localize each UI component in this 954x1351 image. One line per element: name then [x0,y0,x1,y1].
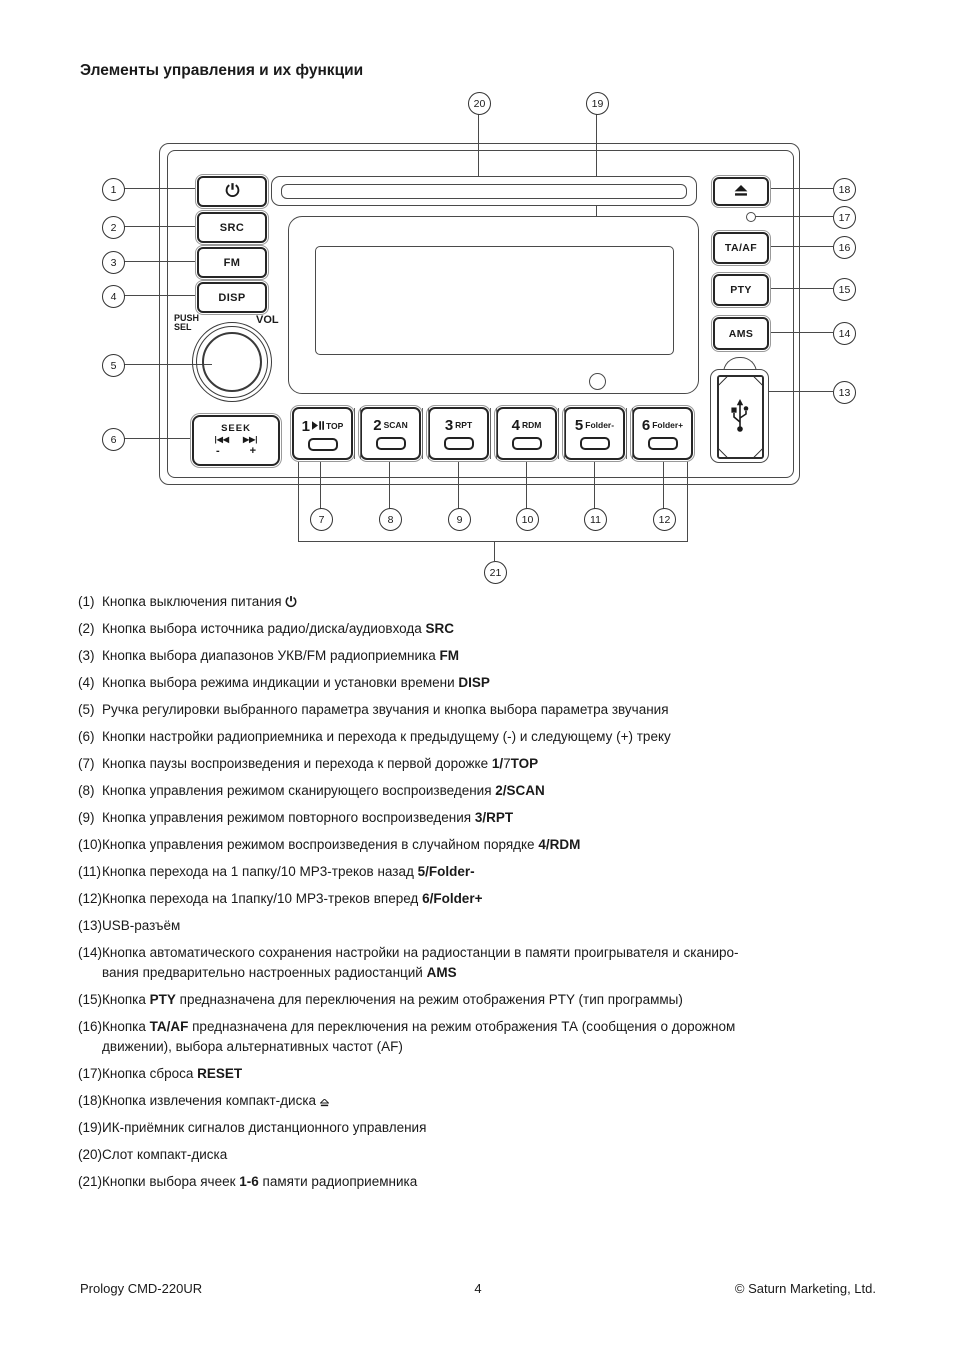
ir-receiver [589,373,606,390]
ams-button [713,317,769,350]
ta-af-label: TA/AF [724,242,758,254]
list-item [78,1172,902,1192]
preset-indicator [376,437,406,450]
pty-button [713,274,769,306]
callout-line [754,216,833,217]
usb-port-inner [717,375,764,459]
preset-label: TOP [326,420,344,431]
list-item [78,1064,902,1084]
callout-9: 9 [448,508,471,531]
list-item [78,990,902,1010]
item-text: ИК-приёмник сигналов дистанционного управления [102,1120,427,1135]
item-text: Кнопка управления режимом повторного воспроизведения 3/RPT [102,810,514,825]
item-text: USB-разъём [102,918,181,933]
preset-label: RPT [455,420,473,431]
eject-small-icon [320,1093,329,1108]
reset-hole [746,212,756,222]
item-number: (19) [78,1120,103,1135]
item-number: (12) [78,891,103,906]
preset-label: Folder+ [652,420,684,431]
item-number: (8) [78,783,95,798]
callout-3: 3 [102,251,125,274]
callout-line [766,288,833,289]
callout-line [122,261,198,262]
disp-button [197,282,267,313]
preset-indicator [308,438,338,451]
callout-line [320,452,321,509]
footer-copyright: © Saturn Marketing, Ltd. [734,1281,876,1296]
callout-line [766,332,833,333]
disc-slot-opening [281,184,687,199]
preset-indicator [648,437,678,450]
callout-line [458,452,459,509]
src-button [197,212,267,243]
list-item [78,808,902,828]
page-title: Элементы управления и их функции [80,62,364,79]
callout-11: 11 [584,508,607,531]
seek-button [192,415,280,466]
preset-indicator [580,437,610,450]
item-number: (13) [78,918,103,933]
preset-indicator [512,437,542,450]
list-item [78,727,902,747]
preset-label: SCAN [383,420,408,431]
item-number: (4) [78,675,95,690]
list-item [78,646,902,666]
item-text: Кнопка паузы воспроизведения и перехода к первой дорожке 1/7TOP [102,756,539,771]
callout-21: 21 [484,561,507,584]
callout-line [122,295,198,296]
preset-number: 2 [373,417,382,434]
item-number: (7) [78,756,95,771]
list-item [78,673,902,693]
callout-7: 7 [310,508,333,531]
list-item [78,1118,902,1138]
callout-18: 18 [833,178,856,201]
preset-label: RDM [521,420,542,431]
item-text: Кнопка автоматического сохранения настройки на радиостанции в памяти проигрывателя и сканиро- вания предварительно настроенных радиостанций AMS [102,945,739,980]
item-text: Кнопка TA/AF предназначена для переключения на режим отображения ТА (сообщения о дорожном движении), выбора альтернативных частот (AF) [102,1019,736,1054]
item-number: (16) [78,1019,103,1034]
panel-rib [558,408,565,459]
item-number: (5) [78,702,95,717]
item-text: Кнопка выбора режима индикации и установки времени DISP [102,675,490,690]
footer-page-number: 4 [474,1281,482,1296]
callout-10: 10 [516,508,539,531]
play-pause-icon [312,418,324,434]
list-item [78,1145,902,1165]
src-label: SRC [219,221,245,234]
callout-19: 19 [586,92,609,115]
item-text: Кнопка управления режимом сканирующего воспроизведения 2/SCAN [102,783,545,798]
item-text: Кнопка выбора источника радио/диска/аудиовхода SRC [102,621,455,636]
list-item [78,700,902,720]
preset-button-3 [428,407,489,460]
preset-indicator [444,437,474,450]
callout-4: 4 [102,285,125,308]
list-item [78,862,902,882]
vol-label: VOL [256,314,279,326]
panel-rib [422,408,429,459]
preset-button-5 [564,407,625,460]
item-text: Кнопка управления режимом воспроизведения в случайном порядке 4/RDM [102,837,581,852]
callout-line [766,188,833,189]
list-item [78,835,902,855]
preset-button-1 [292,407,353,460]
list-item [78,754,902,774]
list-item [78,619,902,639]
callout-line [766,246,833,247]
preset-button-4 [496,407,557,460]
bracket-line [298,541,688,542]
fm-button [197,247,267,278]
seek-label: SEEK [221,422,251,434]
item-text: Кнопка извлечения компакт-диска [102,1091,329,1111]
callout-line [122,188,198,189]
bracket-line [494,541,495,561]
item-text: Кнопки выбора ячеек 1-6 памяти радиоприемника [102,1174,418,1189]
footer-model: Prology CMD-220UR [80,1281,203,1296]
list-item [78,781,902,801]
preset-number: 5 [574,417,584,434]
push-sel-label: PUSH SEL [174,313,200,332]
item-number: (18) [78,1093,103,1108]
list-item [78,592,902,612]
list-item [78,889,902,909]
item-number: (17) [78,1066,103,1081]
preset-button-2 [360,407,421,460]
list-item [78,1091,902,1111]
bracket-line [298,455,299,541]
item-number: (11) [78,864,102,879]
item-text: Кнопка выключения питания [102,592,297,612]
list-item [78,943,902,983]
pty-label: PTY [730,284,752,296]
panel-rib [490,408,497,459]
item-text: Слот компакт-диска [102,1147,228,1162]
item-text: Кнопка PTY предназначена для переключения на режим отображения PTY (тип программы) [102,992,683,1007]
callout-12: 12 [653,508,676,531]
item-number: (3) [78,648,95,663]
item-number: (1) [78,594,95,609]
preset-button-6 [632,407,693,460]
item-number: (2) [78,621,95,636]
callout-15: 15 [833,278,856,301]
callout-8: 8 [379,508,402,531]
item-number: (10) [78,837,103,852]
eject-icon [733,185,749,199]
item-number: (6) [78,729,95,744]
callout-line [594,452,595,509]
callout-5: 5 [102,354,125,377]
prev-track-icon: |◀◀ [214,435,229,445]
seek-plus-label: + [249,445,257,458]
display-screen [315,246,674,355]
callout-20: 20 [468,92,491,115]
next-track-icon: ▶▶| [243,435,258,445]
power-button [197,176,267,207]
preset-number: 6 [641,417,651,434]
callout-14: 14 [833,322,856,345]
usb-icon [729,398,751,439]
panel-rib [354,408,361,459]
item-text: Кнопки настройки радиоприемника и перехода к предыдущему (-) и следующему (+) треку [102,729,671,744]
callout-line [122,226,198,227]
bracket-line [687,461,688,541]
ams-label: AMS [728,327,754,340]
callout-6: 6 [102,428,125,451]
item-number: (21) [78,1174,103,1189]
callout-line [526,452,527,509]
callout-1: 1 [102,178,125,201]
list-item [78,916,902,936]
fm-label: FM [223,256,241,269]
callout-13: 13 [833,381,856,404]
callout-16: 16 [833,236,856,259]
power-icon [225,182,240,201]
callout-2: 2 [102,216,125,239]
panel-rib [626,408,633,459]
item-number: (15) [78,992,103,1007]
item-number: (14) [78,945,103,960]
disp-label: DISP [218,291,246,304]
ta-af-button [713,232,769,264]
description-list [78,592,902,1199]
power-icon [285,594,297,609]
preset-number: 1 [301,417,310,435]
callout-17: 17 [833,206,856,229]
volume-knob [192,322,272,402]
list-item [78,1017,902,1057]
item-text: Ручка регулировки выбранного параметра звучания и кнопка выбора параметра звучания [102,702,669,717]
item-text: Кнопка сброса RESET [102,1066,243,1081]
callout-line [389,452,390,509]
item-text: Кнопка выбора диапазонов УКВ/FM радиоприемника FM [102,648,459,663]
eject-button [713,177,769,206]
preset-number: 3 [444,417,454,434]
seek-minus-label: - [215,445,220,458]
preset-label: Folder- [585,420,615,431]
item-number: (9) [78,810,95,825]
item-text: Кнопка перехода на 1 папку/10 МР3-треков назад 5/Folder- [102,864,475,879]
item-text: Кнопка перехода на 1папку/10 МР3-треков вперед 6/Folder+ [102,891,483,906]
preset-number: 4 [511,417,520,434]
callout-line [663,452,664,509]
item-number: (20) [78,1147,103,1162]
